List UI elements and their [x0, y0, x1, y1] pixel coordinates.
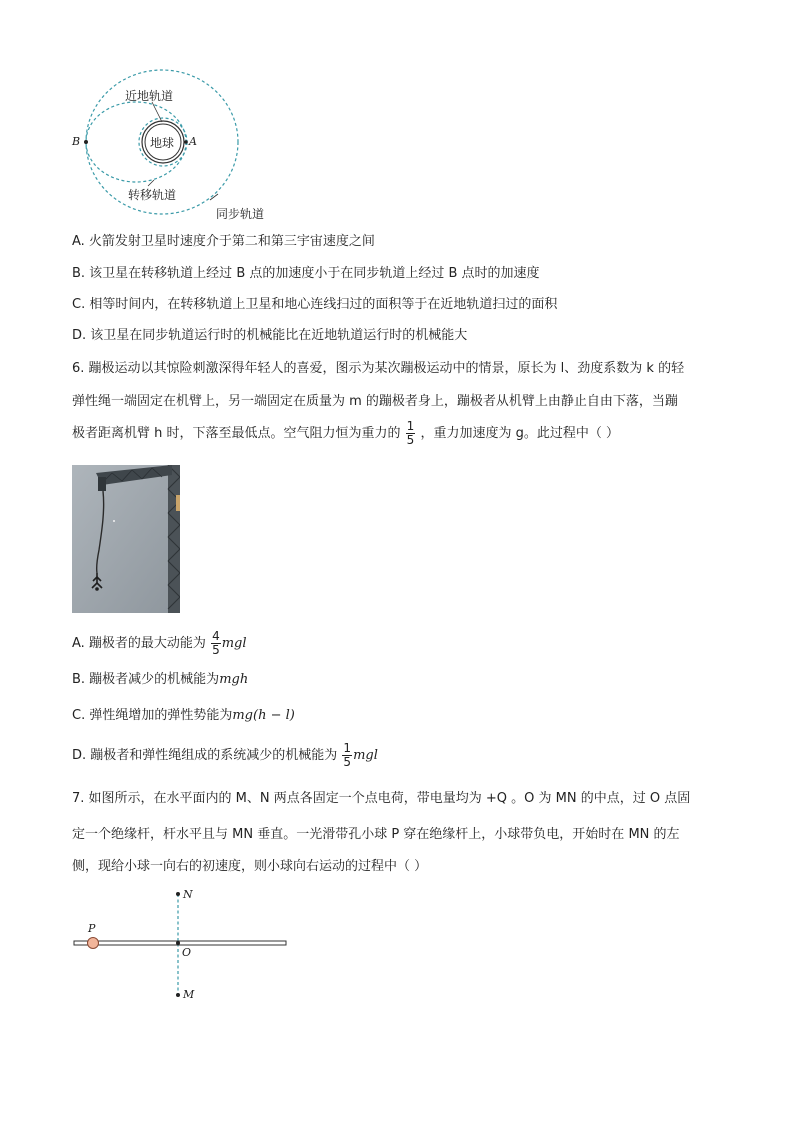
q6-option-d-fraction: [342, 742, 352, 769]
q6-option-d-num: 1: [343, 741, 352, 755]
point-a-label: A: [189, 135, 197, 148]
q6-option-c-post: mg(h − l): [232, 708, 295, 723]
q6-fraction: [406, 420, 416, 447]
near-orbit-label: 近地轨道: [125, 89, 174, 103]
point-m-dot: [176, 993, 180, 997]
q6-stem-line3-pre: 极者距离机臂 h 时，下落至最低点。空气阻力恒为重力的: [72, 426, 401, 441]
crane-arm-tip: [98, 477, 106, 491]
label-m: M: [183, 988, 195, 1001]
q6-option-d-post: mgl: [353, 748, 378, 763]
q6-option-d: [72, 741, 378, 771]
photo-sky: [72, 465, 180, 613]
q5-option-d: D. 该卫星在同步轨道运行时的机械能比在近地轨道运行时的机械能大: [72, 328, 468, 343]
jumper-head: [95, 587, 99, 591]
q6-fraction-den: 5: [406, 433, 415, 447]
charge-diagram-svg: [70, 884, 300, 1004]
q6-option-c-pre: C. 弹性绳增加的弹性势能为: [72, 708, 233, 723]
charge-diagram: [70, 884, 300, 1004]
photo-speck: [113, 520, 115, 522]
q7-stem-line3: 侧，现给小球一向右的初速度，则小球向右运动的过程中（ ）: [72, 859, 428, 874]
q6-option-b: [72, 670, 248, 690]
q6-option-a-pre: A. 蹦极者的最大动能为: [72, 636, 206, 651]
q6-option-b-post: mgh: [219, 672, 249, 687]
point-b-dot: [84, 140, 88, 144]
q5-option-b: B. 该卫星在转移轨道上经过 B 点的加速度小于在同步轨道上经过 B 点时的加速度: [72, 266, 540, 281]
bungee-photo-svg: [72, 465, 180, 613]
point-o-dot: [176, 941, 180, 945]
q6-option-c: [72, 706, 295, 726]
q6-option-a-den: 5: [212, 643, 220, 657]
point-a-dot: [184, 140, 188, 144]
q7-stem-line1: 7. 如图所示，在水平面内的 M、N 两点各固定一个点电荷，带电量均为 +Q 。O 为 MN 的中点，过 O 点固: [72, 791, 691, 806]
bungee-photo: [72, 465, 180, 613]
earth-label: 地球: [150, 136, 175, 150]
q6-stem-line1: 6. 蹦极运动以其惊险刺激深得年轻人的喜爱，图示为某次蹦极运动中的情景，原长为 l、劲度系数为 k 的轻: [72, 361, 685, 376]
q7-stem-line2: 定一个绝缘杆，杆水平且与 MN 垂直。一光滑带孔小球 P 穿在绝缘杆上，小球带负电，开始时在 MN 的左: [72, 827, 680, 842]
label-p: P: [88, 922, 96, 935]
q6-option-d-pre: D. 蹦极者和弹性绳组成的系统减少的机械能为: [72, 748, 338, 763]
q6-stem-line2: 弹性绳一端固定在机臂上，另一端固定在质量为 m 的蹦极者身上，蹦极者从机臂上由静止自由下落，当蹦: [72, 394, 678, 409]
q6-option-a-num: 4: [212, 629, 220, 643]
q6-option-a-fraction: [211, 630, 221, 657]
orbit-diagram: [70, 60, 290, 230]
q6-stem-line3-post: ，重力加速度为 g。此过程中（ ）: [420, 426, 619, 441]
q6-option-d-den: 5: [343, 755, 352, 769]
label-n: N: [183, 888, 193, 901]
q5-option-c: C. 相等时间内，在转移轨道上卫星和地心连线扫过的面积等于在近地轨道扫过的面积: [72, 297, 558, 312]
q6-fraction-num: 1: [406, 419, 415, 433]
q6-option-b-pre: B. 蹦极者减少的机械能为: [72, 672, 220, 687]
point-n-dot: [176, 892, 180, 896]
q6-option-a: [72, 629, 247, 659]
crane-highlight: [176, 495, 180, 511]
point-b-label: B: [72, 135, 81, 148]
transfer-orbit-label: 转移轨道: [128, 188, 177, 202]
q5-option-a: A. 火箭发射卫星时速度介于第二和第三宇宙速度之间: [72, 234, 375, 249]
q6-stem-line3: [72, 419, 619, 449]
sync-orbit-label: 同步轨道: [216, 207, 265, 221]
q6-option-a-post: mgl: [221, 636, 247, 651]
ball-p: [88, 938, 99, 949]
label-o: O: [182, 946, 192, 959]
